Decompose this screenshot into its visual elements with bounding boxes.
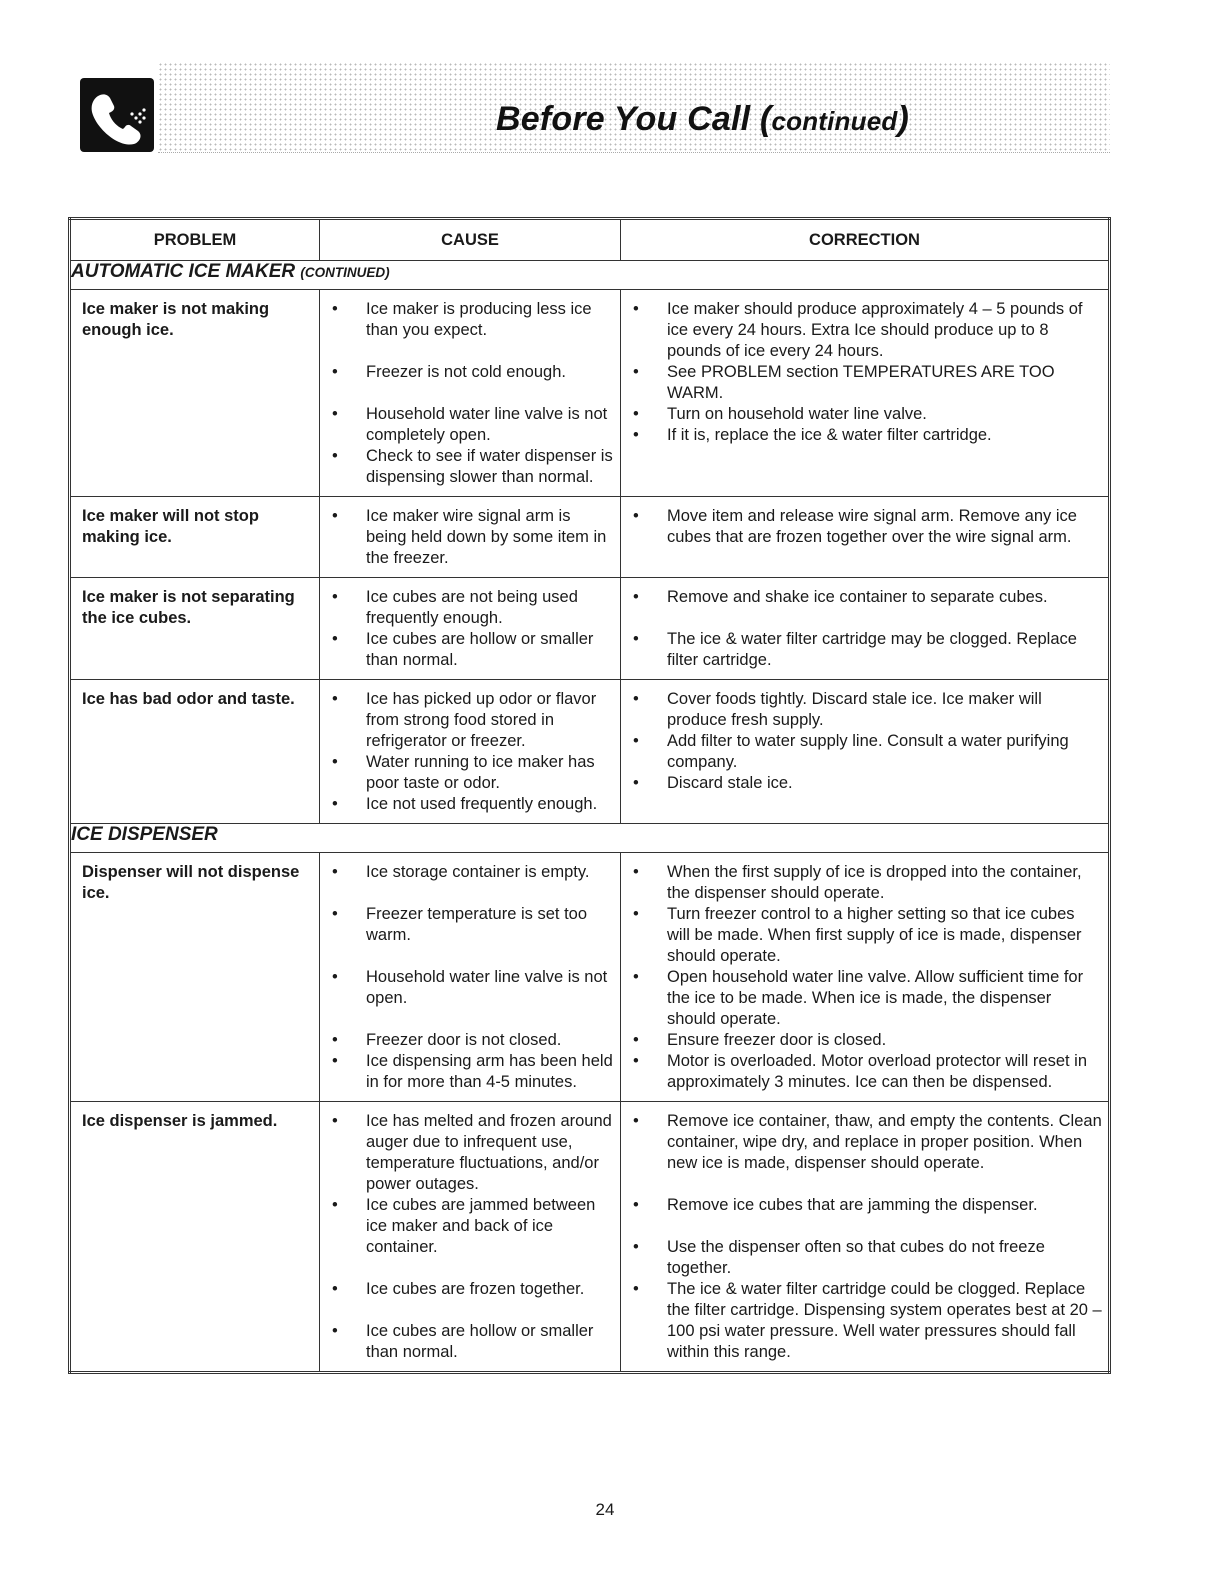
correction-text: Remove ice container, thaw, and empty the contents. Clean container, wipe dry, and replace in proper position. When new ice is made, dispenser should operate.: [667, 1112, 1102, 1172]
cause-item: [328, 446, 614, 488]
cause-text: Ice dispensing arm has been held in for more than 4-5 minutes.: [366, 1052, 613, 1091]
correction-text: The ice & water filter cartridge could be clogged. Replace the filter cartridge. Dispensing system operates best at 20 – 100 psi water pressure. Well water pressures should fall within this range.: [667, 1280, 1102, 1361]
troubleshooting-table: [68, 217, 1111, 1374]
bullet-icon: •: [332, 507, 338, 525]
correction-text: Open household water line valve. Allow sufficient time for the ice to be made. When ice is made, the dispenser should operate.: [667, 968, 1084, 1028]
column-header-correction: CORRECTION: [621, 219, 1110, 261]
section-title-main: ICE DISPENSER: [71, 824, 218, 845]
correction-cell: [621, 853, 1110, 1102]
cause-text: Freezer is not cold enough.: [366, 363, 566, 381]
correction-text: See PROBLEM section TEMPERATURES ARE TOO WARM.: [667, 363, 1055, 402]
bullet-icon: •: [332, 1112, 338, 1130]
bullet-icon: •: [332, 630, 338, 648]
cause-text: Ice maker wire signal arm is being held down by some item in the freezer.: [366, 507, 607, 567]
correction-item: [629, 731, 1102, 773]
correction-item: [629, 1051, 1102, 1093]
column-header-cause: CAUSE: [320, 219, 621, 261]
problem-cell: Ice maker is not making enough ice.: [70, 290, 320, 497]
table-row: [70, 578, 1110, 680]
correction-text: Add filter to water supply line. Consult a water purifying company.: [667, 732, 1069, 771]
bullet-icon: •: [332, 300, 338, 318]
table-header-row: [70, 219, 1110, 261]
bullet-icon: •: [332, 863, 338, 881]
cause-text: Ice not used frequently enough.: [366, 795, 598, 813]
bullet-icon: •: [633, 1052, 639, 1070]
page-header: [80, 62, 1110, 156]
correction-item: [629, 1195, 1102, 1216]
telephone-icon: [80, 78, 154, 152]
correction-item: [629, 1030, 1102, 1051]
correction-cell: [621, 497, 1110, 578]
correction-item: [629, 404, 1102, 425]
correction-cell: [621, 680, 1110, 824]
cause-item: [328, 1030, 614, 1051]
correction-item: [629, 904, 1102, 967]
correction-item: [629, 362, 1102, 404]
problem-cell: Ice dispenser is jammed.: [70, 1102, 320, 1373]
cause-item: [328, 1195, 614, 1258]
correction-text: When the first supply of ice is dropped into the container, the dispenser should operate.: [667, 863, 1082, 902]
correction-item: [629, 689, 1102, 731]
section-title-main: AUTOMATIC ICE MAKER: [71, 261, 301, 282]
correction-item: [629, 1111, 1102, 1174]
bullet-icon: •: [332, 1031, 338, 1049]
cause-item: [328, 299, 614, 341]
bullet-icon: •: [332, 1196, 338, 1214]
correction-item: [629, 1237, 1102, 1279]
cause-cell: [320, 680, 621, 824]
cause-text: Freezer door is not closed.: [366, 1031, 562, 1049]
bullet-icon: •: [332, 447, 338, 465]
correction-text: If it is, replace the ice & water filter cartridge.: [667, 426, 992, 444]
bullet-icon: •: [633, 426, 639, 444]
correction-text: Turn freezer control to a higher setting so that ice cubes will be made. When first supply of ice is made, dispenser should operate.: [667, 905, 1082, 965]
bullet-icon: •: [633, 690, 639, 708]
table-row: [70, 853, 1110, 1102]
section-title-sub: (CONTINUED): [300, 265, 390, 280]
cause-text: Ice storage container is empty.: [366, 863, 590, 881]
correction-cell: [621, 290, 1110, 497]
table-row: [70, 497, 1110, 578]
bullet-icon: •: [332, 405, 338, 423]
cause-item: [328, 362, 614, 383]
cause-text: Water running to ice maker has poor taste or odor.: [366, 753, 595, 792]
correction-item: [629, 773, 1102, 794]
cause-text: Ice cubes are not being used frequently enough.: [366, 588, 578, 627]
bullet-icon: •: [633, 405, 639, 423]
cause-text: Household water line valve is not completely open.: [366, 405, 608, 444]
bullet-icon: •: [332, 968, 338, 986]
problem-cell: Dispenser will not dispense ice.: [70, 853, 320, 1102]
cause-item: [328, 1051, 614, 1093]
bullet-icon: •: [633, 363, 639, 381]
cause-cell: [320, 290, 621, 497]
correction-text: Ensure freezer door is closed.: [667, 1031, 887, 1049]
cause-text: Freezer temperature is set too warm.: [366, 905, 588, 944]
cause-text: Ice cubes are hollow or smaller than normal.: [366, 1322, 594, 1361]
cause-cell: [320, 578, 621, 680]
cause-item: [328, 1321, 614, 1363]
problem-cell: Ice maker is not separating the ice cubes.: [70, 578, 320, 680]
cause-item: [328, 587, 614, 629]
bullet-icon: •: [633, 968, 639, 986]
cause-item: [328, 967, 614, 1009]
bullet-icon: •: [633, 1196, 639, 1214]
correction-item: [629, 425, 1102, 446]
bullet-icon: •: [633, 1238, 639, 1256]
cause-text: Ice has melted and frozen around auger due to infrequent use, temperature fluctuations, and/or power outages.: [366, 1112, 612, 1193]
section-title: [70, 261, 1110, 290]
correction-item: [629, 587, 1102, 608]
cause-item: [328, 629, 614, 671]
cause-item: [328, 1111, 614, 1195]
correction-item: [629, 299, 1102, 362]
bullet-icon: •: [332, 363, 338, 381]
cause-item: [328, 404, 614, 446]
correction-text: Motor is overloaded. Motor overload protector will reset in approximately 3 minutes. Ice can then be dispensed.: [667, 1052, 1088, 1091]
correction-cell: [621, 578, 1110, 680]
correction-cell: [621, 1102, 1110, 1373]
bullet-icon: •: [332, 1322, 338, 1340]
title-banner: [158, 62, 1110, 153]
table-row: [70, 680, 1110, 824]
cause-cell: [320, 853, 621, 1102]
cause-text: Household water line valve is not open.: [366, 968, 608, 1007]
column-header-problem: PROBLEM: [70, 219, 320, 261]
cause-item: [328, 689, 614, 752]
bullet-icon: •: [332, 588, 338, 606]
table-row: [70, 290, 1110, 497]
cause-item: [328, 752, 614, 794]
bullet-icon: •: [633, 732, 639, 750]
cause-item: [328, 794, 614, 815]
correction-item: [629, 506, 1102, 548]
bullet-icon: •: [633, 1112, 639, 1130]
cause-item: [328, 506, 614, 569]
bullet-icon: •: [633, 1031, 639, 1049]
correction-item: [629, 862, 1102, 904]
bullet-icon: •: [633, 588, 639, 606]
cause-text: Ice cubes are frozen together.: [366, 1280, 585, 1298]
table-row: [70, 1102, 1110, 1373]
problem-cell: Ice has bad odor and taste.: [70, 680, 320, 824]
correction-text: Use the dispenser often so that cubes do not freeze together.: [667, 1238, 1045, 1277]
bullet-icon: •: [633, 905, 639, 923]
correction-text: Remove and shake ice container to separate cubes.: [667, 588, 1048, 606]
problem-cell: Ice maker will not stop making ice.: [70, 497, 320, 578]
correction-item: [629, 1279, 1102, 1363]
bullet-icon: •: [332, 1280, 338, 1298]
correction-item: [629, 629, 1102, 671]
section-row: [70, 261, 1110, 290]
bullet-icon: •: [633, 1280, 639, 1298]
cause-text: Ice cubes are hollow or smaller than normal.: [366, 630, 594, 669]
cause-item: [328, 904, 614, 946]
bullet-icon: •: [633, 630, 639, 648]
section-row: [70, 824, 1110, 853]
cause-cell: [320, 1102, 621, 1373]
correction-text: Cover foods tightly. Discard stale ice. Ice maker will produce fresh supply.: [667, 690, 1042, 729]
bullet-icon: •: [633, 507, 639, 525]
bullet-icon: •: [633, 774, 639, 792]
cause-text: Ice has picked up odor or flavor from strong food stored in refrigerator or freezer.: [366, 690, 597, 750]
bullet-icon: •: [332, 690, 338, 708]
bullet-icon: •: [332, 753, 338, 771]
correction-text: Ice maker should produce approximately 4 – 5 pounds of ice every 24 hours. Extra Ice should produce up to 8 pounds of ice every 24 hours.: [667, 300, 1083, 360]
cause-item: [328, 1279, 614, 1300]
correction-text: Turn on household water line valve.: [667, 405, 927, 423]
correction-text: Move item and release wire signal arm. Remove any ice cubes that are frozen together over the wire signal arm.: [667, 507, 1077, 546]
page-number: 24: [595, 1500, 615, 1519]
bullet-icon: •: [332, 1052, 338, 1070]
bullet-icon: •: [633, 863, 639, 881]
cause-text: Ice cubes are jammed between ice maker and back of ice container.: [366, 1196, 596, 1256]
correction-text: Remove ice cubes that are jamming the dispenser.: [667, 1196, 1038, 1214]
correction-text: The ice & water filter cartridge may be clogged. Replace filter cartridge.: [667, 630, 1077, 669]
cause-item: [328, 862, 614, 883]
cause-text: Ice maker is producing less ice than you expect.: [366, 300, 592, 339]
bullet-icon: •: [332, 905, 338, 923]
section-title: [70, 824, 1110, 853]
bullet-icon: •: [633, 300, 639, 318]
cause-text: Check to see if water dispenser is dispensing slower than normal.: [366, 447, 613, 486]
page-title: Before You Call (continued): [496, 100, 909, 138]
correction-text: Discard stale ice.: [667, 774, 793, 792]
correction-item: [629, 967, 1102, 1030]
bullet-icon: •: [332, 795, 338, 813]
cause-cell: [320, 497, 621, 578]
